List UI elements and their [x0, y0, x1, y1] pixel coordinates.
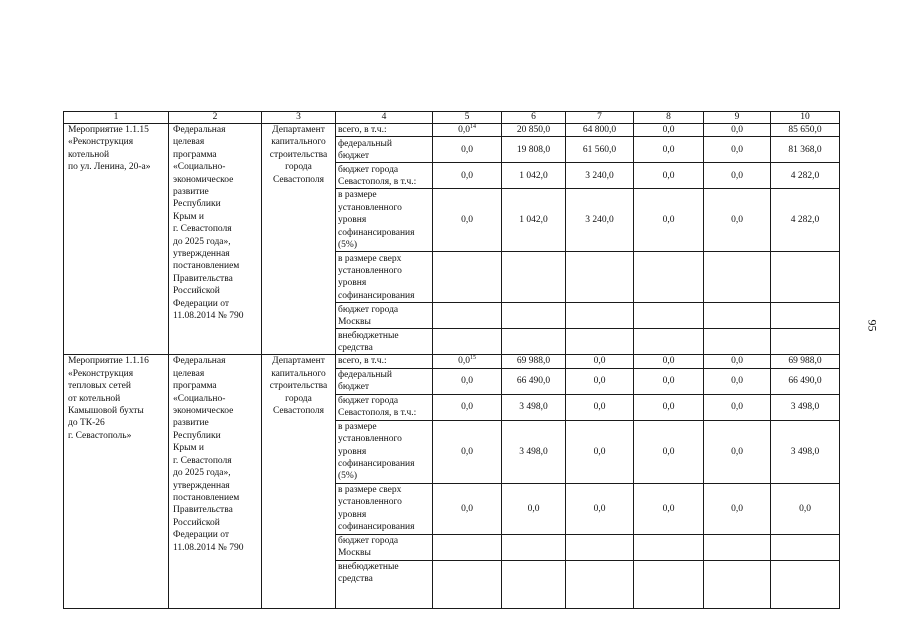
value-cell: 1 042,0 — [502, 163, 566, 189]
value-cell: 0,0 — [502, 483, 566, 534]
value-cell — [566, 560, 634, 608]
value-cell — [433, 534, 502, 560]
page-number: 95 — [865, 319, 880, 332]
department-name: Департамент капитального строительства города Севастополя — [262, 124, 336, 355]
value-cell: 0,0 — [704, 355, 771, 368]
funding-source: бюджет города Москвы — [336, 534, 433, 560]
value-cell — [502, 252, 566, 303]
funding-source: в размере установленного уровня софинансирования (5%) — [336, 420, 433, 483]
column-number: 9 — [704, 112, 771, 124]
funding-source: в размере установленного уровня софинансирования (5%) — [336, 189, 433, 252]
value-cell: 0,0 — [634, 483, 704, 534]
value-cell — [634, 252, 704, 303]
column-number: 7 — [566, 112, 634, 124]
value-cell — [634, 534, 704, 560]
value-cell: 85 650,0 — [771, 124, 840, 137]
value-cell: 0,0 — [704, 420, 771, 483]
value-cell: 69 988,0 — [502, 355, 566, 368]
value-cell: 0,0 — [704, 163, 771, 189]
value-cell: 0,0 — [566, 394, 634, 420]
value-cell: 3 240,0 — [566, 163, 634, 189]
value-cell: 0,0 — [634, 124, 704, 137]
value-cell: 0,0 — [433, 137, 502, 163]
value-cell: 3 498,0 — [502, 420, 566, 483]
value-cell — [502, 303, 566, 329]
funding-source: всего, в т.ч.: — [336, 355, 433, 368]
value-cell: 3 498,0 — [771, 420, 840, 483]
value-cell: 66 490,0 — [502, 368, 566, 394]
funding-source: бюджет города Севастополя, в т.ч.: — [336, 163, 433, 189]
funding-source: в размере сверх установленного уровня софинансирования — [336, 252, 433, 303]
value-cell: 0,0 — [634, 137, 704, 163]
value-cell: 3 240,0 — [566, 189, 634, 252]
value-cell: 81 368,0 — [771, 137, 840, 163]
value-cell — [566, 303, 634, 329]
value-cell: 0,0 — [634, 394, 704, 420]
value-cell: 1 042,0 — [502, 189, 566, 252]
table-row — [64, 124, 840, 137]
value-cell: 66 490,0 — [771, 368, 840, 394]
value-cell: 0,0 — [634, 355, 704, 368]
program-name: Федеральная целевая программа «Социально- экономическое развитие Республики Крым и г. Севастополя до 2025 года», утвержденная постановлением Правительства Российской Федерации от 11.08.2014 № 790 — [169, 124, 262, 355]
value-cell — [502, 329, 566, 355]
department-name: Департамент капитального строительства города Севастополя — [262, 355, 336, 608]
column-number: 10 — [771, 112, 840, 124]
value-cell — [502, 560, 566, 608]
value-cell: 64 800,0 — [566, 124, 634, 137]
value-cell — [704, 534, 771, 560]
value-cell — [433, 124, 502, 137]
value-text: 0,0 — [458, 356, 470, 367]
value-cell: 4 282,0 — [771, 189, 840, 252]
value-cell — [566, 329, 634, 355]
value-cell — [433, 303, 502, 329]
value-cell: 61 560,0 — [566, 137, 634, 163]
value-cell: 19 808,0 — [502, 137, 566, 163]
column-number: 3 — [262, 112, 336, 124]
funding-source: в размере сверх установленного уровня софинансирования — [336, 483, 433, 534]
value-cell: 0,0 — [566, 483, 634, 534]
value-cell: 0,0 — [704, 124, 771, 137]
header-row — [64, 112, 840, 124]
funding-source: бюджет города Севастополя, в т.ч.: — [336, 394, 433, 420]
value-cell: 3 498,0 — [771, 394, 840, 420]
value-cell: 4 282,0 — [771, 163, 840, 189]
value-cell: 0,0 — [704, 368, 771, 394]
value-cell — [433, 355, 502, 368]
table-row — [64, 355, 840, 368]
funding-source: федеральный бюджет — [336, 368, 433, 394]
value-cell: 0,0 — [634, 420, 704, 483]
value-cell: 20 850,0 — [502, 124, 566, 137]
value-cell: 0,0 — [704, 483, 771, 534]
budget-table — [63, 111, 840, 609]
funding-source: внебюджетные средства — [336, 329, 433, 355]
value-cell: 0,0 — [566, 420, 634, 483]
value-cell: 0,0 — [433, 483, 502, 534]
value-cell: 0,0 — [566, 368, 634, 394]
value-text: 0,0 — [458, 125, 470, 135]
value-cell — [433, 560, 502, 608]
funding-source: внебюджетные средства — [336, 560, 433, 608]
column-number: 4 — [336, 112, 433, 124]
value-cell — [704, 560, 771, 608]
value-cell — [634, 329, 704, 355]
column-number: 5 — [433, 112, 502, 124]
value-cell: 0,0 — [566, 355, 634, 368]
value-cell — [634, 560, 704, 608]
value-cell: 0,0 — [634, 368, 704, 394]
value-cell — [566, 534, 634, 560]
value-cell: 0,0 — [634, 189, 704, 252]
value-cell: 0,0 — [433, 163, 502, 189]
value-cell: 69 988,0 — [771, 355, 840, 368]
value-cell: 0,0 — [433, 189, 502, 252]
value-cell — [771, 560, 840, 608]
value-cell: 0,0 — [704, 189, 771, 252]
column-number: 1 — [64, 112, 169, 124]
column-number: 8 — [634, 112, 704, 124]
value-cell: 0,0 — [433, 368, 502, 394]
value-cell: 0,0 — [433, 394, 502, 420]
column-number: 6 — [502, 112, 566, 124]
footnote-mark: 14 — [469, 123, 476, 130]
value-cell — [566, 252, 634, 303]
value-cell: 0,0 — [704, 137, 771, 163]
value-cell: 3 498,0 — [502, 394, 566, 420]
value-cell — [704, 329, 771, 355]
funding-source: всего, в т.ч.: — [336, 124, 433, 137]
value-cell — [771, 252, 840, 303]
value-cell: 0,0 — [771, 483, 840, 534]
value-cell — [502, 534, 566, 560]
value-cell: 0,0 — [433, 420, 502, 483]
value-cell — [771, 329, 840, 355]
value-cell — [704, 252, 771, 303]
value-cell: 0,0 — [634, 163, 704, 189]
value-cell — [433, 329, 502, 355]
column-number: 2 — [169, 112, 262, 124]
footnote-mark: 15 — [469, 355, 476, 362]
program-name: Федеральная целевая программа «Социально- экономическое развитие Республики Крым и г. Севастополя до 2025 года», утвержденная постановлением Правительства Российской Федерации от 11.08.2014 № 790 — [169, 355, 262, 608]
funding-source: федеральный бюджет — [336, 137, 433, 163]
funding-source: бюджет города Москвы — [336, 303, 433, 329]
event-name: Мероприятие 1.1.16 «Реконструкция тепловых сетей от котельной Камышовой бухты до ТК-26 г. Севастополь» — [64, 355, 169, 608]
value-cell: 0,0 — [704, 394, 771, 420]
event-name: Мероприятие 1.1.15 «Реконструкция котельной по ул. Ленина, 20-а» — [64, 124, 169, 355]
value-cell — [634, 303, 704, 329]
value-cell — [433, 252, 502, 303]
value-cell — [771, 303, 840, 329]
value-cell — [771, 534, 840, 560]
value-cell — [704, 303, 771, 329]
